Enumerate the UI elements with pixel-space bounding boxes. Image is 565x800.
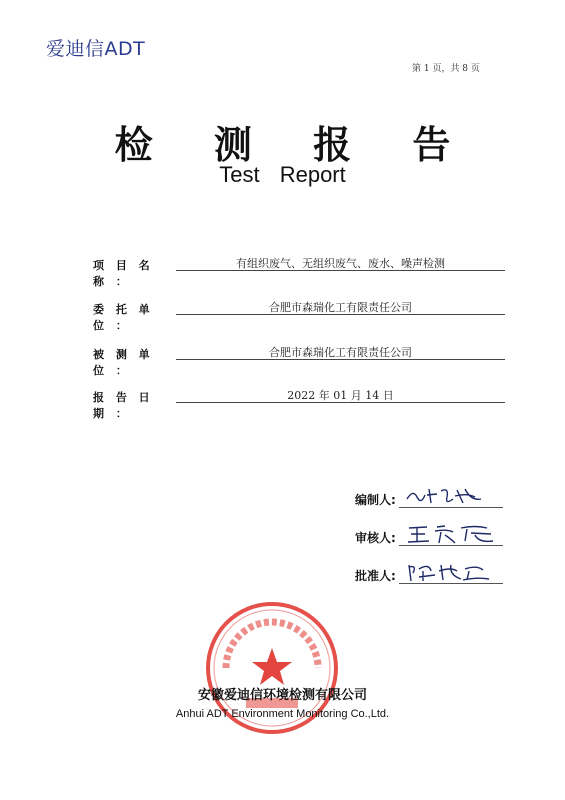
field-value: 有组织废气、无组织废气、废水、噪声检测: [176, 255, 505, 271]
sign-label: 审核人:: [355, 531, 396, 545]
handwritten-signature: [405, 561, 493, 583]
signature-compiler: [355, 486, 503, 510]
company-name-en: Anhui ADT Environment Monitoring Co.,Ltd.: [175, 708, 390, 720]
signature-reviewer: [355, 524, 503, 548]
sign-line: [399, 507, 503, 508]
handwritten-signature: [405, 523, 497, 545]
field-label: 报 告 日 期 ：: [93, 391, 154, 420]
report-title-en: Test Report: [219, 162, 346, 187]
sign-line: [399, 583, 503, 584]
report-title-cn: 检 测 报 告: [114, 122, 475, 167]
field-tested-unit: [93, 344, 505, 377]
sign-label: 编制人:: [355, 493, 396, 507]
field-label: 项 目 名 称 ：: [93, 259, 154, 288]
field-label: 被 测 单 位 ：: [93, 348, 154, 377]
field-value: 合肥市森瑞化工有限责任公司: [176, 299, 505, 315]
field-label: 委 托 单 位 ：: [93, 303, 154, 332]
sign-line: [399, 545, 503, 546]
company-name-cn: 安徽爱迪信环境检测有限公司: [197, 688, 367, 703]
signature-approver: [355, 562, 503, 586]
field-project-name: [93, 255, 505, 288]
field-client: [93, 299, 505, 332]
sign-label: 批准人:: [355, 569, 396, 583]
field-value: 合肥市森瑞化工有限责任公司: [176, 344, 505, 360]
handwritten-signature: [405, 485, 485, 507]
company-logo: 爱迪信ADT: [46, 38, 146, 60]
field-value: 2022 年 01 月 14 日: [176, 387, 505, 403]
page-indicator: 第 1 页，共 8 页: [412, 64, 480, 74]
field-report-date: [93, 387, 505, 420]
